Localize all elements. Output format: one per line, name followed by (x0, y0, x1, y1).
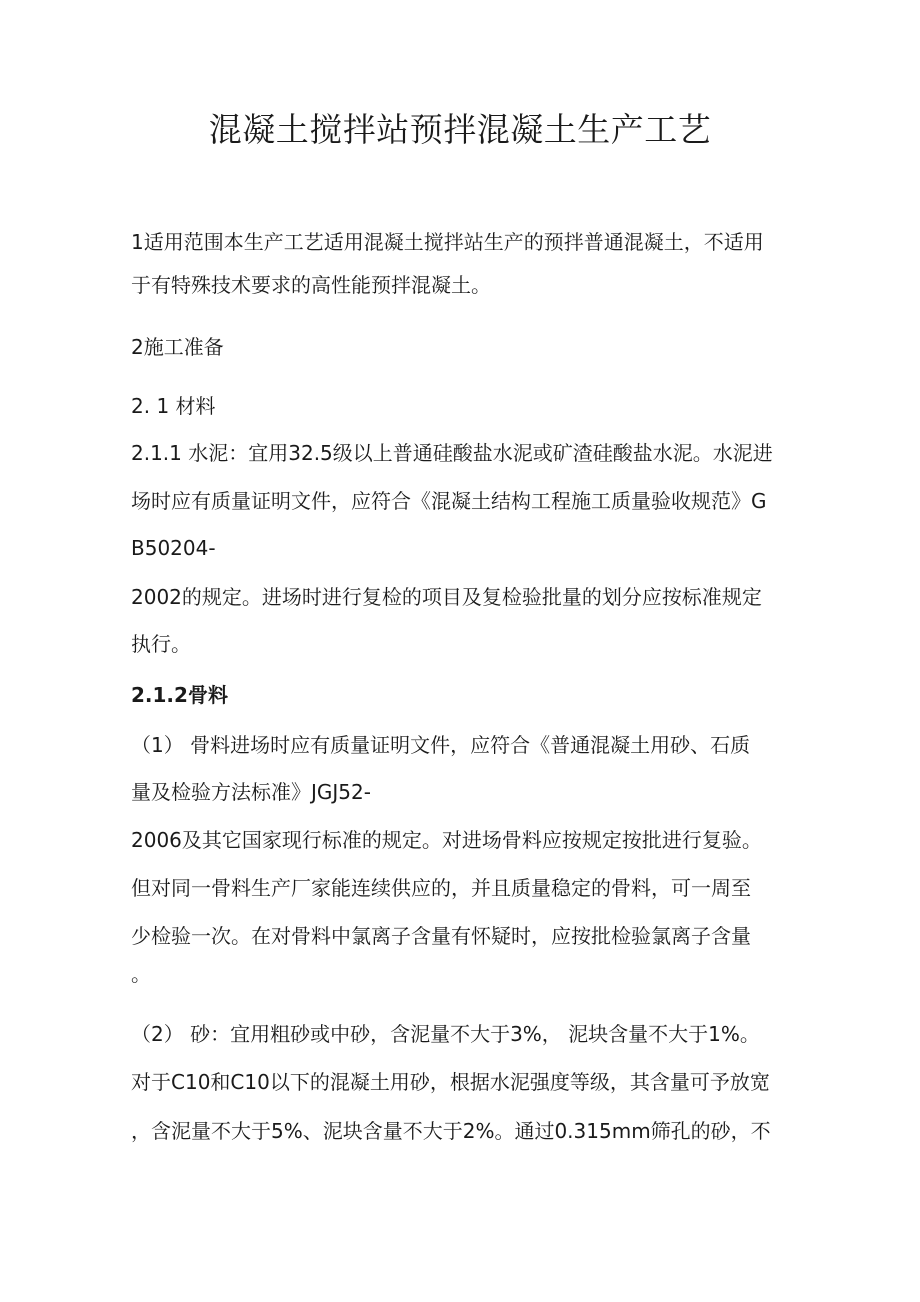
aggregate-paragraph-line-5: 少检验一次。在对骨料中氯离子含量有怀疑时，应按批检验氯离子含量 (131, 924, 751, 948)
document-title: 混凝土搅拌站预拌混凝土生产工艺 (208, 110, 712, 149)
subsection-heading-aggregate: 2.1.2骨料 (131, 683, 228, 707)
cement-paragraph-line-2: 场时应有质量证明文件，应符合《混凝土结构工程施工质量验收规范》G (131, 489, 767, 513)
cement-paragraph-line-1: 2.1.1 水泥：宜用32.5级以上普通硅酸盐水泥或矿渣硅酸盐水泥。水泥进 (131, 441, 773, 465)
aggregate-paragraph-line-3: 2006及其它国家现行标准的规定。对进场骨料应按规定按批进行复验。 (131, 828, 762, 852)
cement-paragraph-line-3: B50204- (131, 536, 216, 560)
scope-paragraph-line-1: 1适用范围本生产工艺适用混凝土搅拌站生产的预拌普通混凝土，不适用 (131, 230, 764, 254)
cement-paragraph-line-5: 执行。 (131, 632, 191, 656)
aggregate-paragraph-line-1: （1） 骨料进场时应有质量证明文件，应符合《普通混凝土用砂、石质 (131, 733, 751, 757)
aggregate-paragraph-line-2: 量及检验方法标准》JGJ52- (131, 780, 371, 804)
section-heading-construction-prep: 2施工准备 (131, 335, 224, 359)
sand-paragraph-line-3: ，含泥量不大于5%、泥块含量不大于2%。通过0.315mm筛孔的砂，不 (131, 1119, 771, 1143)
subsection-heading-materials: 2. 1 材料 (131, 394, 216, 418)
sand-paragraph-line-2: 对于C10和C10以下的混凝土用砂，根据水泥强度等级，其含量可予放宽 (131, 1070, 770, 1094)
cement-paragraph-line-4: 2002的规定。进场时进行复检的项目及复检验批量的划分应按标准规定 (131, 585, 762, 609)
aggregate-paragraph-line-6: 。 (131, 962, 151, 986)
sand-paragraph-line-1: （2） 砂：宜用粗砂或中砂，含泥量不大于3%， 泥块含量不大于1%。 (131, 1022, 760, 1046)
aggregate-paragraph-line-4: 但对同一骨料生产厂家能连续供应的，并且质量稳定的骨料，可一周至 (131, 876, 751, 900)
scope-paragraph-line-2: 于有特殊技术要求的高性能预拌混凝土。 (131, 273, 491, 297)
